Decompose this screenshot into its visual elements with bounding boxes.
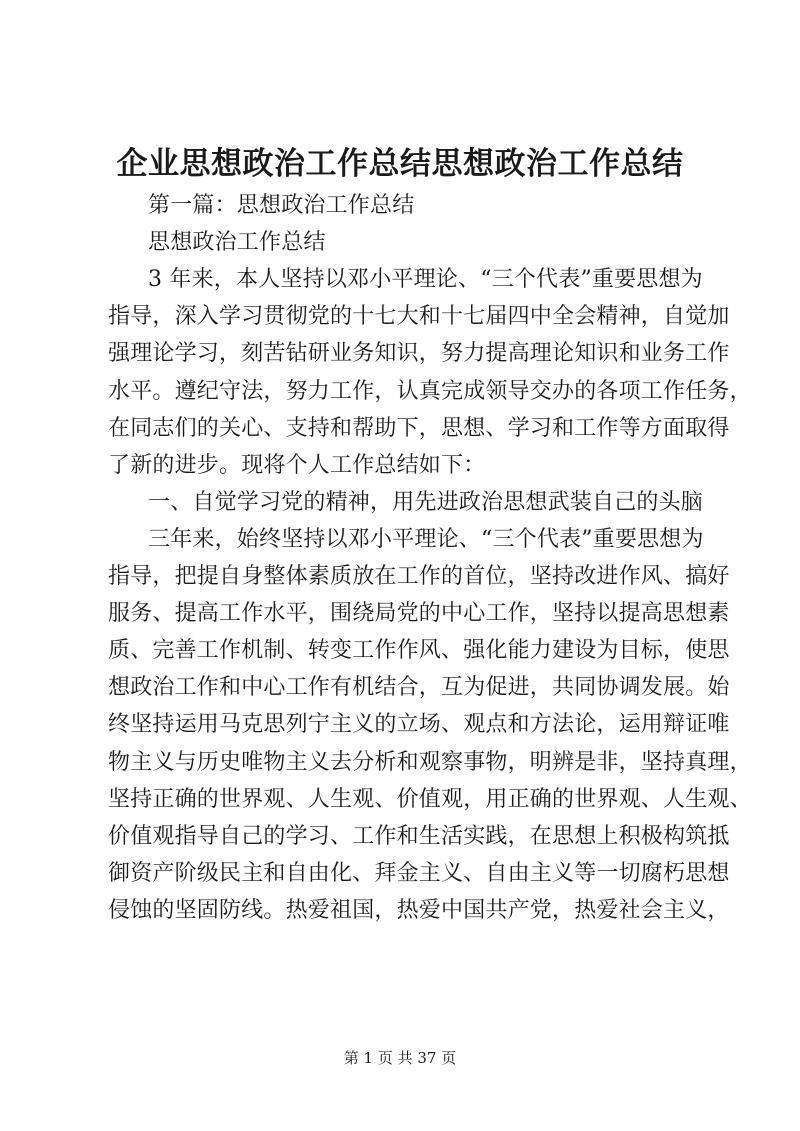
paragraph-line: 御资产阶级民主和自由化、拜金主义、自由主义等一切腐朽思想 — [108, 861, 730, 886]
paragraph-line: 质、完善工作机制、转变工作作风、强化能力建设为目标，使思 — [108, 638, 730, 663]
document-title: 企业思想政治工作总结思想政治工作总结 — [116, 146, 684, 182]
paragraph-line: 指导，深入学习贯彻党的十七大和十七届四中全会精神，自觉加 — [108, 304, 730, 329]
paragraph-line: 三年来，始终坚持以邓小平理论、“三个代表”重要思想为 — [148, 527, 704, 552]
paragraph-line: 在同志们的关心、支持和帮助下，思想、学习和工作等方面取得 — [108, 416, 730, 441]
section-heading: 一、自觉学习党的精神，用先进政治思想武装自己的头脑 — [148, 490, 704, 515]
paragraph-line: 了新的进步。现将个人工作总结如下： — [108, 453, 486, 478]
paragraph-line: 物主义与历史唯物主义去分析和观察事物，明辨是非，坚持真理， — [108, 750, 752, 775]
paragraph-line: 侵蚀的坚固防线。热爱祖国，热爱中国共产党，热爱社会主义， — [108, 898, 730, 923]
section-heading: 第一篇：思想政治工作总结 — [148, 193, 415, 218]
paragraph-line: 想政治工作和中心工作有机结合，互为促进，共同协调发展。始 — [108, 675, 730, 700]
paragraph-line: 指导，把提自身整体素质放在工作的首位，坚持改进作风、搞好 — [108, 564, 730, 589]
paragraph-line: 3 年来，本人坚持以邓小平理论、“三个代表”重要思想为 — [148, 267, 703, 292]
paragraph-line: 服务、提高工作水平，围绕局党的中心工作，坚持以提高思想素 — [108, 601, 730, 626]
page-footer: 第 1 页 共 37 页 — [343, 1049, 457, 1067]
subheading: 思想政治工作总结 — [148, 230, 326, 255]
paragraph-line: 坚持正确的世界观、人生观、价值观，用正确的世界观、人生观、 — [108, 787, 752, 812]
paragraph-line: 强理论学习，刻苦钻研业务知识，努力提高理论知识和业务工作 — [108, 341, 730, 366]
paragraph-line: 终坚持运用马克思列宁主义的立场、观点和方法论，运用辩证唯 — [108, 712, 730, 737]
paragraph-line: 价值观指导自己的学习、工作和生活实践，在思想上积极构筑抵 — [108, 824, 730, 849]
paragraph-line: 水平。遵纪守法，努力工作，认真完成领导交办的各项工作任务， — [108, 379, 752, 404]
